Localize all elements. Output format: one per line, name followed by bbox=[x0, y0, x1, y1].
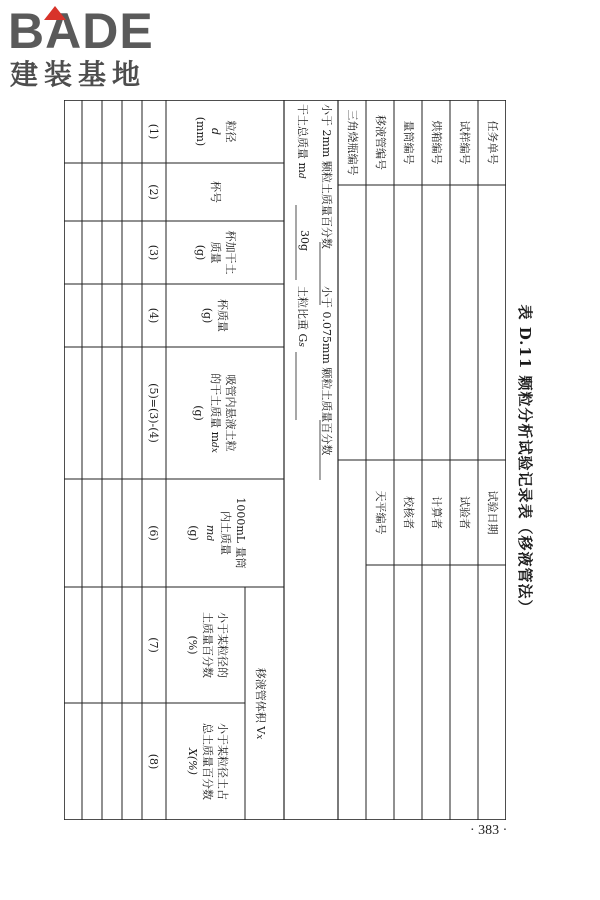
info-pipette-volume: 移液管体积 Vx bbox=[254, 667, 267, 740]
field-tester: 试验者 bbox=[458, 496, 471, 529]
logo bbox=[8, 4, 208, 94]
field-task-number: 任务单号 bbox=[486, 120, 499, 165]
field-oven-number: 烘箱编号 bbox=[430, 120, 443, 165]
header-pct-total: 小于某粒径土占 总土质量百分数 X(%) bbox=[186, 723, 229, 800]
field-checker: 校核者 bbox=[402, 496, 415, 529]
logo-subtitle: 建装基地 bbox=[10, 58, 147, 91]
header-cup-number: 杯号 bbox=[209, 181, 222, 203]
field-calculator: 计算者 bbox=[430, 496, 443, 529]
header-grain-size: 粒径 d (mm) bbox=[194, 116, 237, 147]
field-test-date: 试验日期 bbox=[486, 490, 499, 535]
page-number: · 383 · bbox=[470, 823, 508, 838]
field-balance-number: 天平编号 bbox=[374, 490, 387, 535]
column-number: (4) bbox=[147, 307, 160, 324]
header-cup-mass: 杯质量 (g) bbox=[201, 299, 229, 332]
header-cup-plus-soil: 杯加干土 质量 (g) bbox=[194, 230, 237, 275]
logo-wordmark: BADE bbox=[8, 3, 154, 59]
header-suspension-mass: 吸管内悬液土粒 的干土质量 mdx (g) bbox=[192, 373, 237, 453]
record-table bbox=[64, 100, 506, 820]
header-pct-finer: 小于某粒径的 土质量百分数 (%) bbox=[186, 612, 229, 678]
column-number: (5)=(3)-(4) bbox=[147, 383, 160, 443]
info-specific-gravity: 土粒比重 Gs bbox=[296, 286, 309, 347]
column-number: (1) bbox=[147, 123, 160, 140]
column-number: (7) bbox=[147, 637, 160, 653]
field-sample-number: 试样编号 bbox=[458, 120, 471, 165]
logo-accent-triangle bbox=[44, 6, 66, 20]
column-number: (3) bbox=[147, 244, 160, 261]
header-cylinder-soil-mass: 1000mL 量筒 内土质量 md (g) bbox=[187, 497, 247, 569]
rotated-page bbox=[64, 100, 542, 820]
info-dry-mass: 干土总质量 md bbox=[296, 104, 309, 179]
column-number: (8) bbox=[147, 753, 160, 770]
field-pipette-number: 移液管编号 bbox=[374, 115, 387, 170]
table-title: 表 D.11 颗粒分析试验记录表（移液管法） bbox=[516, 304, 534, 616]
column-number: (6) bbox=[147, 525, 160, 541]
field-cylinder-number: 量筒编号 bbox=[402, 120, 415, 165]
info-pct-2mm: 小于 2mm 颗粒土质量百分数 bbox=[320, 104, 333, 249]
field-flask-number: 三角烧瓶编号 bbox=[346, 109, 359, 176]
column-number: (2) bbox=[147, 184, 160, 200]
info-pct-0075: 小于 0.075mm 颗粒土质量百分数 bbox=[320, 286, 333, 456]
info-dry-mass-value: 30g bbox=[298, 230, 311, 252]
